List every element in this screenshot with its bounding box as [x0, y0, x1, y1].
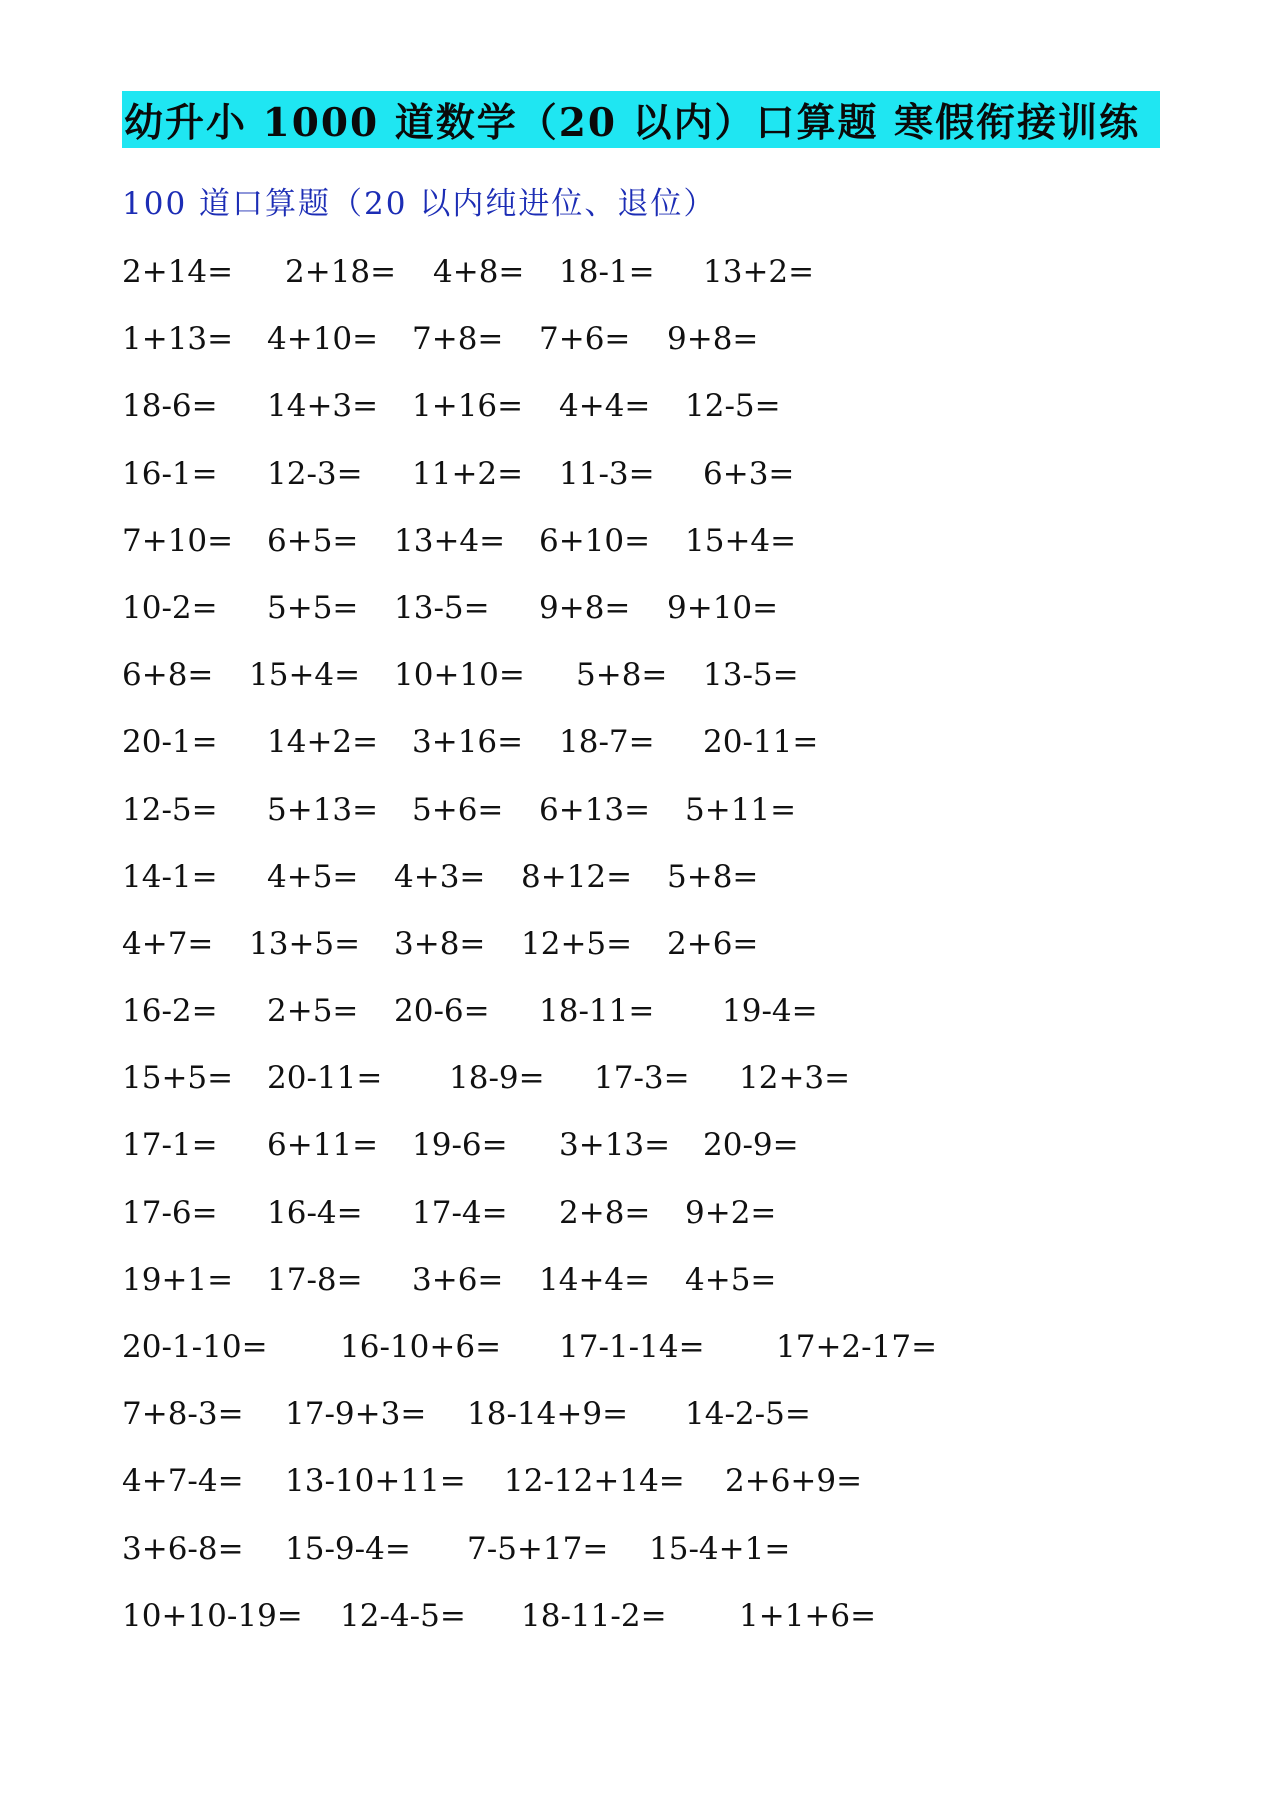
math-problem: 17-4=: [412, 1194, 508, 1231]
problem-row: [122, 307, 1122, 374]
math-problem: 20-9=: [703, 1127, 799, 1164]
math-problem: 7+6=: [539, 321, 631, 358]
math-problem: 17-1-14=: [559, 1329, 705, 1365]
problem-row: [122, 240, 1122, 307]
math-problem: 7+8=: [412, 321, 504, 358]
math-problem: 3+13=: [559, 1127, 671, 1164]
worksheet-title-text: 幼升小 1000 道数学（20 以内）口算题 寒假衔接训练: [124, 99, 1141, 146]
math-problem: 9+8=: [539, 589, 631, 626]
math-problem: 1+13=: [122, 321, 234, 358]
math-problem: 4+5=: [267, 858, 359, 895]
math-problem: 16-4=: [267, 1194, 363, 1231]
math-problem: 17-3=: [594, 1060, 690, 1097]
problem-row: [122, 576, 1122, 643]
problem-row: [122, 374, 1122, 441]
math-problem: 13-5=: [394, 589, 490, 626]
math-problem: 18-9=: [449, 1060, 545, 1097]
problem-grid: [122, 240, 1122, 1651]
math-problem: 13+5=: [249, 925, 361, 962]
math-problem: 9+10=: [667, 589, 779, 626]
math-problem: 14+2=: [267, 724, 379, 761]
math-problem: 16-10+6=: [340, 1329, 502, 1365]
math-problem: 1+1+6=: [739, 1597, 877, 1634]
problem-row: [122, 442, 1122, 509]
math-problem: 5+13=: [267, 791, 379, 828]
math-problem: 18-14+9=: [467, 1396, 629, 1433]
math-problem: 4+4=: [559, 388, 651, 425]
math-problem: 20-6=: [394, 993, 490, 1030]
math-problem: 5+11=: [685, 791, 797, 828]
math-problem: 13-5=: [703, 657, 799, 694]
math-problem: 13+2=: [703, 254, 815, 290]
math-problem: 15+5=: [122, 1060, 234, 1097]
math-problem: 18-7=: [559, 724, 655, 761]
math-problem: 10+10-19=: [122, 1597, 303, 1634]
math-problem: 2+14=: [122, 254, 234, 290]
math-problem: 2+5=: [267, 993, 359, 1030]
math-problem: 2+18=: [285, 254, 397, 290]
math-problem: 12+3=: [739, 1060, 851, 1097]
math-problem: 12+5=: [521, 925, 633, 962]
math-problem: 17+2-17=: [776, 1329, 938, 1365]
math-problem: 6+11=: [267, 1127, 379, 1164]
math-problem: 20-11=: [703, 724, 819, 761]
math-problem: 3+6=: [412, 1261, 504, 1298]
section-subtitle: 100 道口算题（20 以内纯进位、退位）: [122, 186, 717, 222]
problem-row: [122, 778, 1122, 845]
problem-row: [122, 1248, 1122, 1315]
math-problem: 18-1=: [559, 254, 655, 290]
math-problem: 14+4=: [539, 1261, 651, 1298]
math-problem: 15-9-4=: [285, 1530, 411, 1567]
math-problem: 13-10+11=: [285, 1463, 466, 1500]
math-problem: 7+10=: [122, 522, 234, 559]
math-problem: 6+8=: [122, 657, 214, 694]
math-problem: 16-2=: [122, 993, 218, 1030]
math-problem: 6+13=: [539, 791, 651, 828]
math-problem: 9+8=: [667, 321, 759, 358]
math-problem: 5+8=: [667, 858, 759, 895]
math-problem: 2+8=: [559, 1194, 651, 1231]
math-problem: 18-11-2=: [521, 1597, 667, 1634]
problem-row: [122, 1315, 1122, 1382]
math-problem: 18-6=: [122, 388, 218, 425]
math-problem: 4+3=: [394, 858, 486, 895]
math-problem: 4+10=: [267, 321, 379, 358]
math-problem: 4+7=: [122, 925, 214, 962]
problem-row: [122, 845, 1122, 912]
math-problem: 14-1=: [122, 858, 218, 895]
math-problem: 12-4-5=: [340, 1597, 466, 1634]
math-problem: 12-12+14=: [504, 1463, 685, 1500]
math-problem: 12-3=: [267, 455, 363, 492]
problem-row: [122, 1584, 1122, 1651]
math-problem: 14-2-5=: [685, 1396, 811, 1433]
math-problem: 12-5=: [122, 791, 218, 828]
math-problem: 10-2=: [122, 589, 218, 626]
math-problem: 4+8=: [433, 254, 525, 290]
math-problem: 18-11=: [539, 993, 655, 1030]
math-problem: 6+10=: [539, 522, 651, 559]
problem-row: [122, 1181, 1122, 1248]
math-problem: 15-4+1=: [649, 1530, 791, 1567]
problem-row: [122, 1382, 1122, 1449]
math-problem: 1+16=: [412, 388, 524, 425]
math-problem: 15+4=: [249, 657, 361, 694]
math-problem: 20-1-10=: [122, 1329, 268, 1365]
math-problem: 10+10=: [394, 657, 525, 694]
problem-row: [122, 643, 1122, 710]
math-problem: 7-5+17=: [467, 1530, 609, 1567]
problem-row: [122, 979, 1122, 1046]
math-problem: 5+8=: [576, 657, 668, 694]
math-problem: 19-4=: [722, 993, 818, 1030]
math-problem: 17-8=: [267, 1261, 363, 1298]
math-problem: 17-9+3=: [285, 1396, 427, 1433]
math-problem: 11-3=: [559, 455, 655, 492]
math-problem: 19+1=: [122, 1261, 234, 1298]
math-problem: 5+6=: [412, 791, 504, 828]
math-problem: 4+5=: [685, 1261, 777, 1298]
math-problem: 20-1=: [122, 724, 218, 761]
math-problem: 11+2=: [412, 455, 524, 492]
math-problem: 9+2=: [685, 1194, 777, 1231]
worksheet-title: [122, 91, 1160, 148]
math-problem: 3+8=: [394, 925, 486, 962]
problem-row: [122, 1449, 1122, 1516]
problem-row: [122, 509, 1122, 576]
math-problem: 19-6=: [412, 1127, 508, 1164]
math-problem: 2+6=: [667, 925, 759, 962]
math-problem: 6+3=: [703, 455, 795, 492]
math-problem: 13+4=: [394, 522, 506, 559]
math-problem: 17-1=: [122, 1127, 218, 1164]
math-problem: 3+16=: [412, 724, 524, 761]
problem-row: [122, 912, 1122, 979]
math-problem: 20-11=: [267, 1060, 383, 1097]
math-problem: 3+6-8=: [122, 1530, 244, 1567]
math-problem: 5+5=: [267, 589, 359, 626]
problem-row: [122, 1517, 1122, 1584]
problem-row: [122, 710, 1122, 777]
math-problem: 14+3=: [267, 388, 379, 425]
math-problem: 15+4=: [685, 522, 797, 559]
math-problem: 16-1=: [122, 455, 218, 492]
math-problem: 8+12=: [521, 858, 633, 895]
problem-row: [122, 1113, 1122, 1180]
math-problem: 12-5=: [685, 388, 781, 425]
math-problem: 4+7-4=: [122, 1463, 244, 1500]
math-problem: 2+6+9=: [725, 1463, 863, 1500]
problem-row: [122, 1046, 1122, 1113]
math-problem: 17-6=: [122, 1194, 218, 1231]
math-problem: 7+8-3=: [122, 1396, 244, 1433]
math-problem: 6+5=: [267, 522, 359, 559]
